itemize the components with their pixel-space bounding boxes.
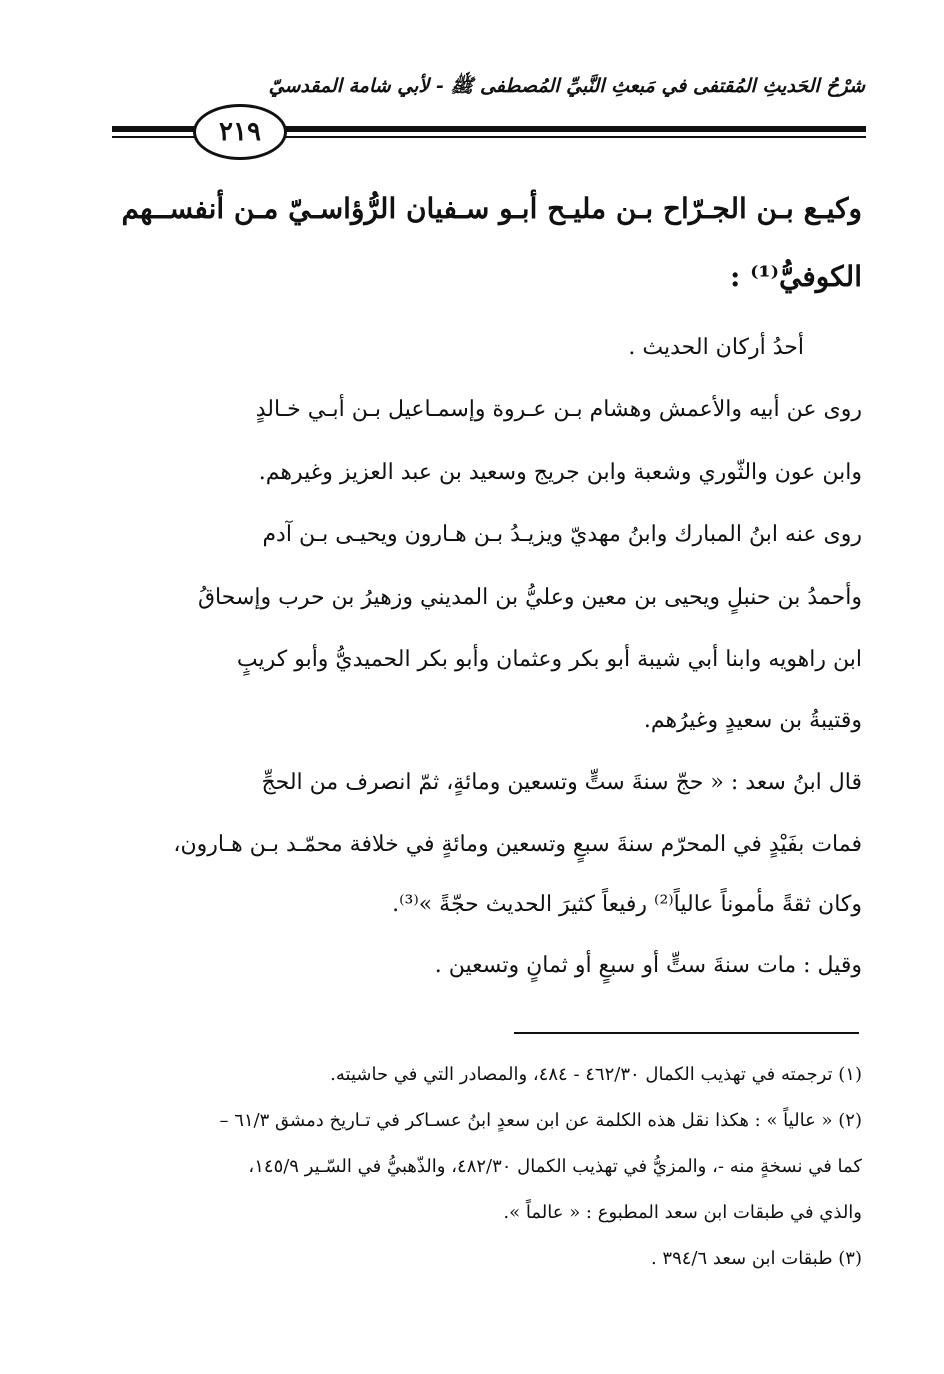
body-line-3: وابن عون والثّوري وشعبة وابن جريج وسعيد بن عبد العزيز وغيرهم. <box>258 460 862 485</box>
entry-heading-line-2: الكوفيُّ⁽¹⁾ : <box>729 260 862 293</box>
page-number: ٢١٩ <box>193 104 287 160</box>
entry-heading-line-1: وكيـع بـن الجـرّاح بـن مليـح أبـو سـفيان الرُّؤاسـيّ مـن أنفســهم <box>121 192 862 225</box>
body-line-11: وقيل : مات سنةَ ستٍّ أو سبعٍ أو ثمانٍ وتسعين . <box>434 953 862 978</box>
footnote-2-line-1: (٢) « عالياً » : هكذا نقل هذه الكلمة عن ابن سعدٍ ابنُ عسـاكر في تـاريخ دمشق ٦١/٣ – <box>219 1110 862 1131</box>
body-line-6: ابن راهويه وابنا أبي شيبة أبو بكر وعثمان وأبو بكر الحميديُّ وأبو كريبٍ <box>236 647 862 672</box>
body-line-10: وكان ثقةً مأموناً عالياً⁽²⁾ رفيعاً كثيرَ الحديث حجّةً »⁽³⁾. <box>392 892 862 917</box>
body-line-9: فمات بفَيْدٍ في المحرّم سنةَ سبعٍ وتسعين ومائةٍ في خلافة محمّـد بـن هـارون، <box>173 832 862 857</box>
body-line-4: روى عنه ابنُ المبارك وابنُ مهديّ ويزيـدُ بـن هـارون ويحيـى بـن آدم <box>262 522 862 547</box>
body-line-8: قال ابنُ سعد : « حجّ سنةَ ستٍّ وتسعين ومائةٍ، ثمّ انصرف من الحجِّ <box>261 770 862 795</box>
footnote-2-line-2: كما في نسخةٍ منه -، والمزيُّ في تهذيب الكمال ٤٨٢/٣٠، والذّهبيُّ في السّـير ١٤٥/٩، <box>248 1156 862 1177</box>
footnote-separator <box>514 1032 859 1034</box>
footnote-1: (١) ترجمته في تهذيب الكمال ٤٦٢/٣٠ - ٤٨٤، والمصادر التي في حاشيته. <box>330 1064 862 1085</box>
body-line-1: أحدُ أركان الحديث . <box>628 335 804 360</box>
body-line-5: وأحمدُ بن حنبلٍ ويحيى بن معين وعليُّ بن المديني وزهيرُ بن حرب وإسحاقُ <box>197 585 862 610</box>
footnote-2-line-3: والذي في طبقات ابن سعد المطبوع : « عالماً ». <box>503 1202 862 1223</box>
body-line-2: روى عن أبيه والأعمش وهشام بـن عـروة وإسمـاعيل بـن أبـي خـالدٍ <box>255 397 862 422</box>
running-header-title: شرْحُ الحَديثِ المُقتفى في مَبعثِ النَّبيِّ المُصطفى ﷺ - لأبي شامة المقدسيّ <box>268 75 865 97</box>
body-line-7: وقتيبةُ بن سعيدٍ وغيرُهم. <box>643 708 862 733</box>
footnote-3: (٣) طبقات ابن سعد ٣٩٤/٦ . <box>650 1248 862 1269</box>
